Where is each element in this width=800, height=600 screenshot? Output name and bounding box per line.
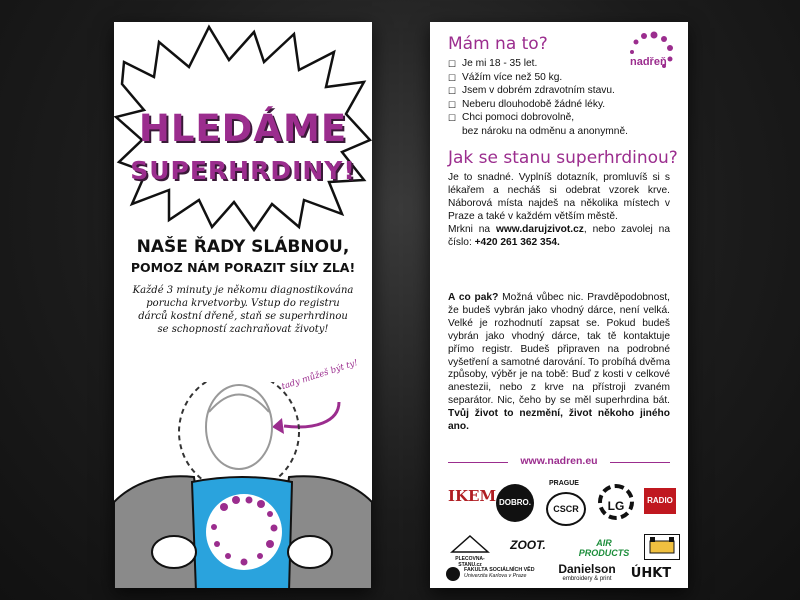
tent-icon [450, 534, 490, 554]
checkbox-icon [448, 99, 462, 113]
body-line: se schopností zachraňovat životy! [157, 324, 329, 335]
dobro-logo: DOBRO. [496, 484, 534, 522]
checkbox-icon [448, 85, 462, 99]
darujzivot-link[interactable]: www.darujzivot.cz [495, 223, 584, 235]
website-line [448, 455, 670, 469]
checklist [448, 58, 668, 140]
headline-1: HLEDÁME [138, 107, 348, 150]
front-title-2: POMOZ NÁM PORAZIT SÍLY ZLA! [130, 260, 356, 275]
check-item-continued: bez nároku na odměnu a anonymně. [462, 125, 628, 137]
front-flyer [114, 22, 372, 588]
check-item: ☐ Neberu dlouhodobě žádné léky. [448, 99, 668, 113]
check-item: ☐ Jsem v dobrém zdravotním stavu. [448, 85, 668, 99]
front-body [128, 284, 358, 336]
check-item: ☐ Je mi 18 - 35 let. [448, 58, 668, 72]
lg-logo: LG [598, 484, 634, 520]
check-item: ☐ Chci pomoci dobrovolně, [448, 112, 668, 126]
body-line: porucha krvetvorby. Vstup do registru [146, 298, 340, 309]
castle-logo [644, 534, 680, 560]
zoot-logo: ZOOT. [510, 538, 546, 552]
shirt-logo: nadřeň [220, 518, 268, 532]
fsv-seal-icon [446, 567, 460, 581]
paragraph-2: A co pak? Možná vůbec nic. Pravděpodobnost, že budeš vybrán jako vhodný dárce, není velká. Velké je rozhodnutí zapsat se. Pokud budeš vybrán jako vhodný dárce, tak tě kontaktuje přímo registr. Budeš připraven na podrobné vyšetření a samotné darování. To probíhá dvěma způsoby, výběr je na tobě: Buď z kosti v celkové anestezii, nebo z krve na přístroji zvaném separátor. Nic, čeho by se měl superhrdina bát. Tvůj život to nezmění, život někoho jiného ano. [448, 292, 670, 433]
danielson-logo: Danielson embroidery & print [558, 562, 616, 582]
checkbox-icon [448, 72, 462, 86]
cscr-logo: CSCR [546, 492, 586, 526]
airproducts-logo: AIR PRODUCTS [578, 538, 630, 558]
superhero-illustration [114, 382, 372, 588]
checkbox-icon [448, 58, 462, 72]
check-item: ☐ Vážím více než 50 kg. [448, 72, 668, 86]
radio1-logo: RADIO 1 [644, 488, 676, 514]
checkbox-icon [448, 112, 462, 126]
cscr-logo-top: PRAGUE [549, 480, 579, 487]
website-link[interactable]: www.nadren.eu [520, 455, 598, 467]
plechovna-logo: PLECOVNA-STANU.cz [444, 534, 496, 568]
phone-number: +420 261 362 354. [474, 236, 560, 248]
front-title-1: NAŠE ŘADY SLÁBNOU, [136, 237, 350, 257]
body-line: dárců kostní dřeně, staň se superhrdinou [138, 311, 348, 322]
uhkt-logo: ÚHKT [630, 566, 672, 581]
paragraph-1: Je to snadné. Vyplníš dotazník, promluvíš si s lékařem a necháš si odebrat vzorek krve. Náborová místa najdeš na několika místech v Praze a také v každém větším městě. Mrkni na www.darujzivot.cz, nebo zavolej na číslo: +420 261 362 354. [448, 172, 670, 248]
tady-label: tady můžeš být ty! [280, 358, 360, 393]
body-line: Každé 3 minuty je někomu diagnostikována [132, 285, 354, 296]
section-1-title: Mám na to? [448, 34, 548, 54]
nadren-logo-text: nadřeň [630, 56, 667, 68]
castle-icon [647, 535, 677, 555]
fsv-logo: FAKULTA SOCIÁLNÍCH VĚD Univerzita Karlova v Praze [464, 567, 535, 579]
section-2-title: Jak se stanu superhrdinou? [448, 148, 678, 168]
headline-2: SUPERHRDINY! [130, 156, 356, 185]
back-flyer [430, 22, 688, 588]
ikem-logo: IKEM [448, 487, 497, 505]
